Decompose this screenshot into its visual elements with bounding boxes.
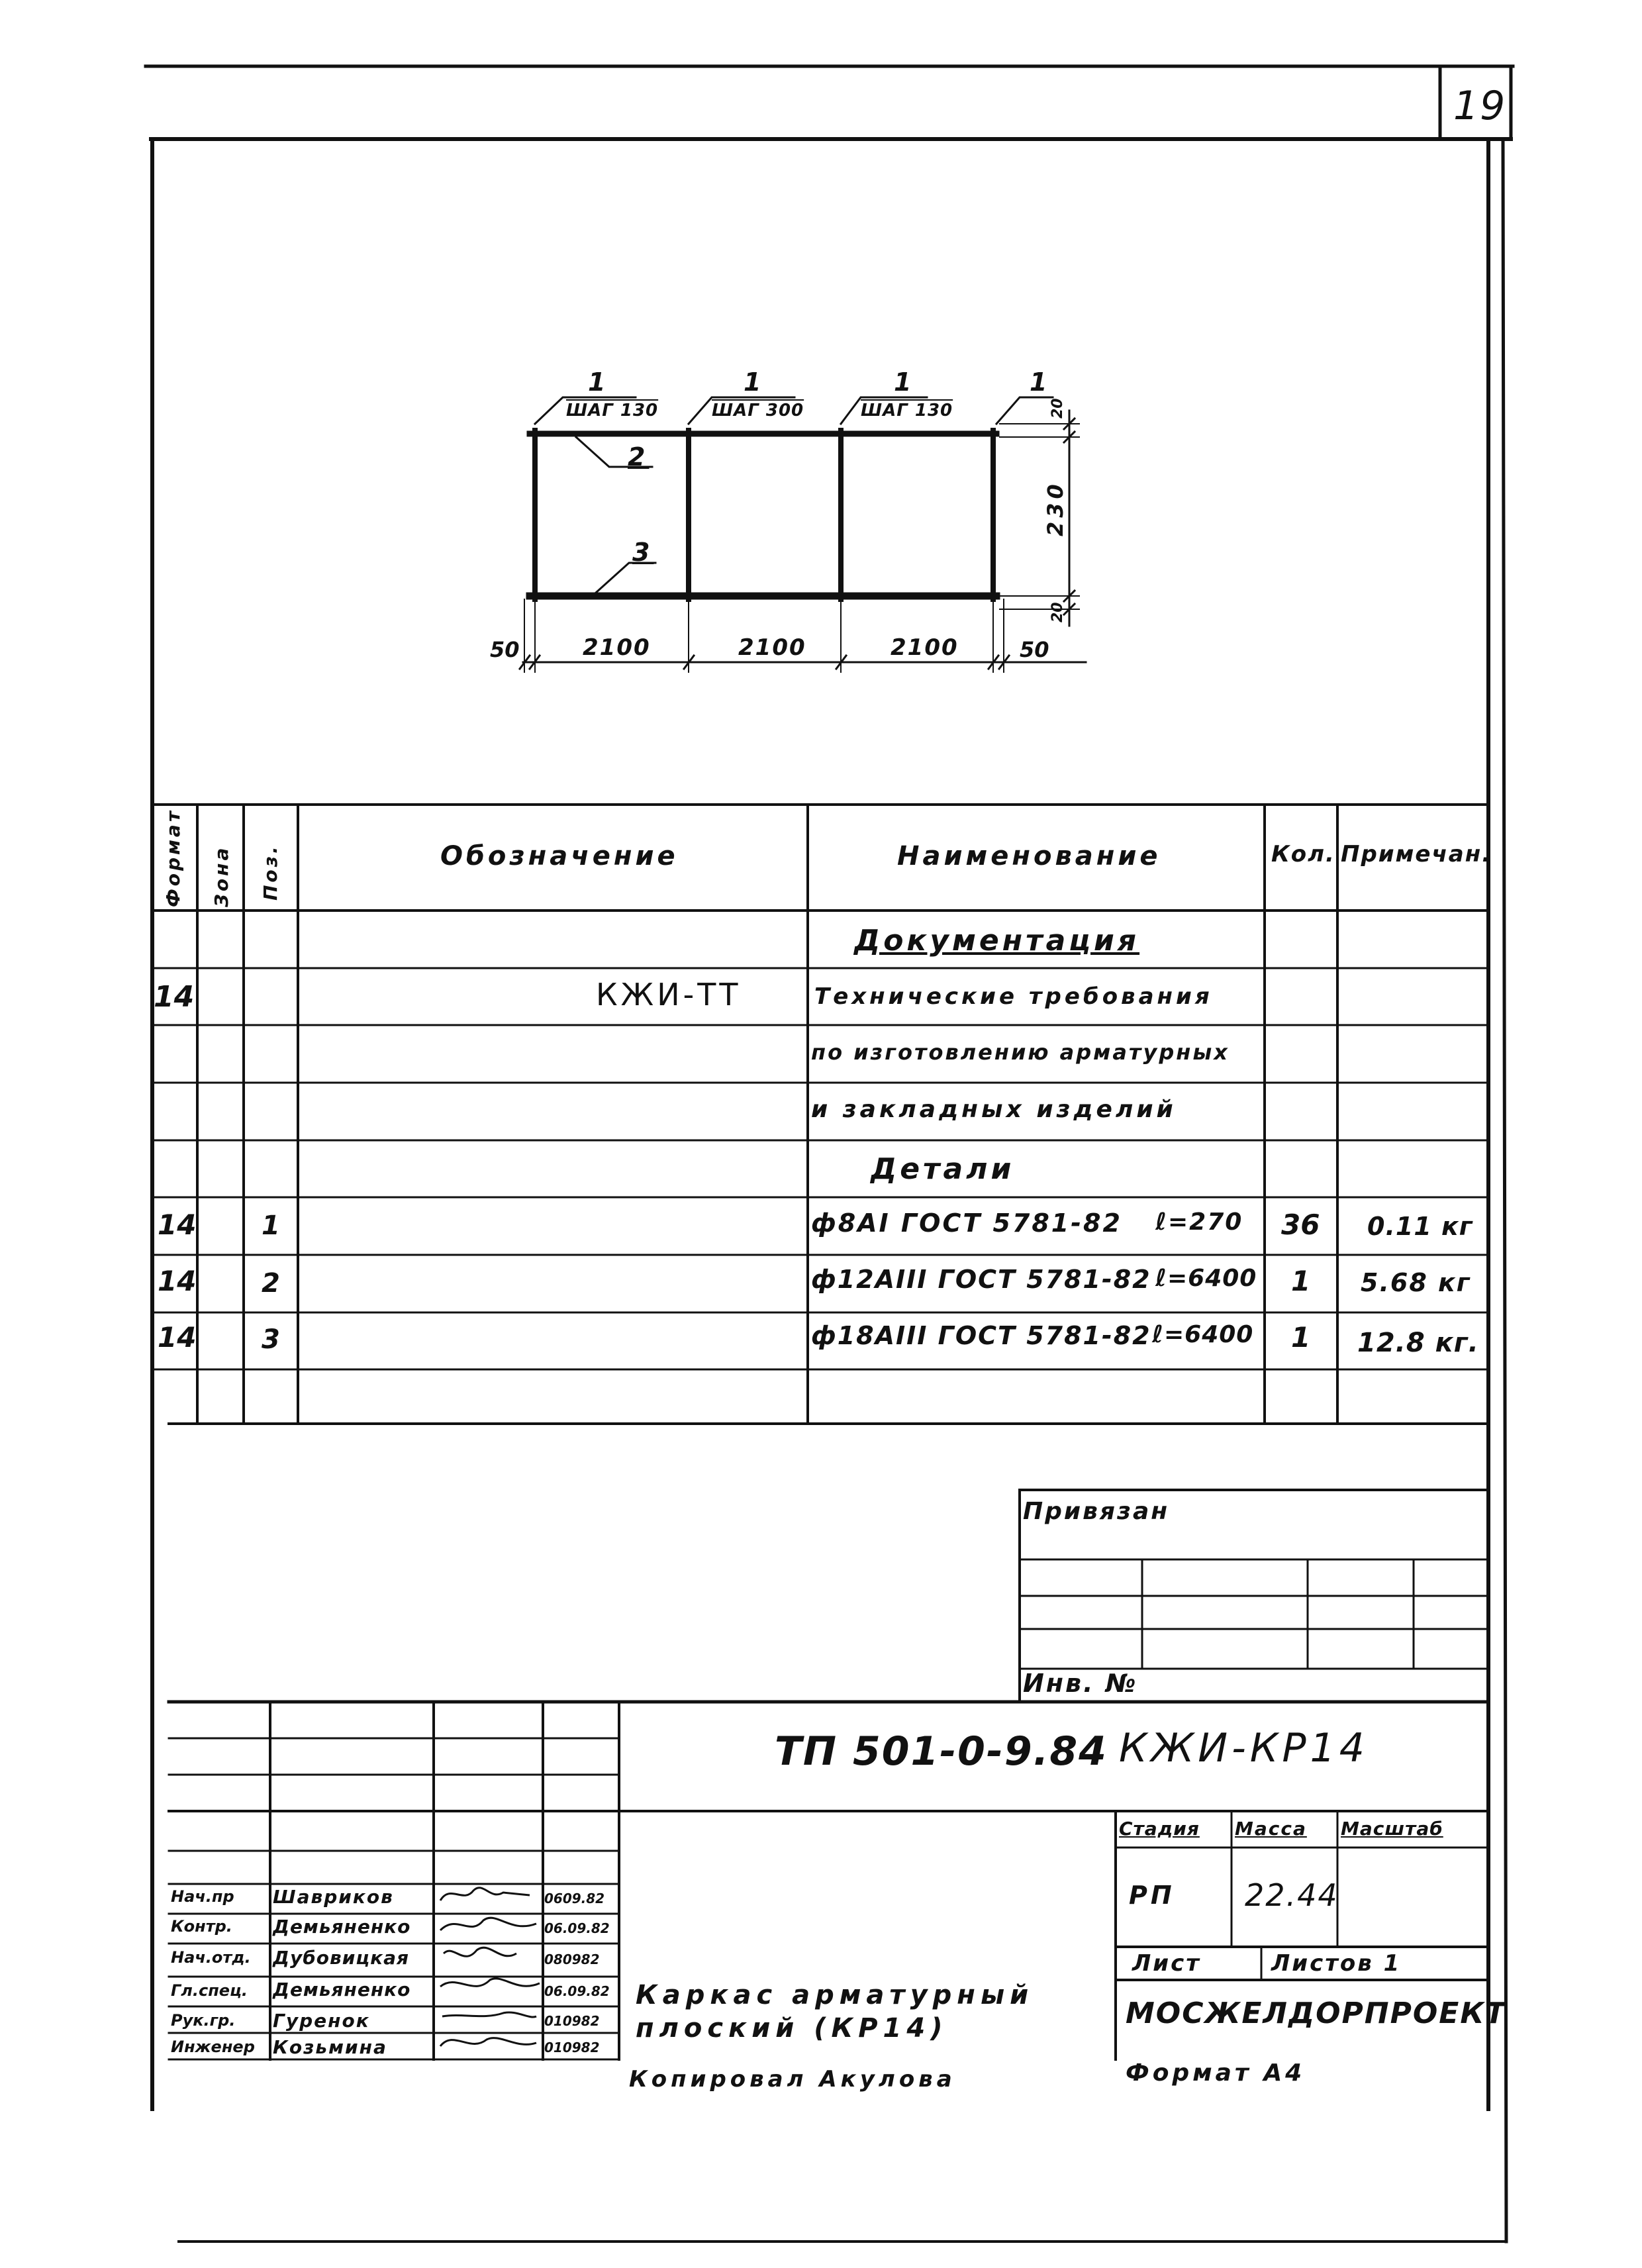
row-note: 0.11 кг — [1367, 1212, 1473, 1241]
signer-name: Козьмина — [273, 2036, 387, 2058]
signer-date: 010982 — [544, 2013, 600, 2029]
row-pos: 3 — [262, 1324, 283, 1355]
header-zone: Зона — [211, 845, 232, 907]
row-name: ф18АIII ГОСТ 5781-82 — [811, 1321, 1151, 1350]
header-format: Формат — [162, 808, 184, 907]
drawing-pos-label: 1 — [1030, 368, 1051, 397]
scale-label: Масштаб — [1341, 1818, 1443, 1840]
row-pos: 2 — [262, 1268, 283, 1299]
row-designation: КЖИ-ТТ — [596, 977, 742, 1012]
header-name: Наименование — [897, 841, 1161, 871]
drawing-title-line1: Каркас арматурный — [636, 1980, 1034, 2010]
signer-name: Демьяненко — [273, 1916, 411, 1938]
inventory-label: Инв. № — [1023, 1669, 1138, 1698]
step-label: ШАГ 300 — [712, 401, 804, 420]
span-dimension: 2100 — [891, 634, 959, 661]
row-name-title: Документация — [854, 924, 1140, 958]
signer-name: Шавриков — [273, 1886, 394, 1908]
mass-value: 22.44 — [1245, 1877, 1339, 1913]
stage-label: Стадия — [1119, 1818, 1200, 1840]
signer-name: Демьяненко — [273, 1979, 411, 2000]
row-note: 12.8 кг. — [1357, 1328, 1479, 1358]
span-dimension: 2100 — [583, 634, 651, 661]
row-qty: 1 — [1291, 1321, 1311, 1354]
organization-name: МОСЖЕЛДОРПРОЕКТ — [1126, 1997, 1507, 2030]
stage-value: РП — [1129, 1881, 1175, 1910]
copied-by: Копировал Акулова — [629, 2066, 956, 2093]
row-name: ф12АIII ГОСТ 5781-82 — [811, 1265, 1151, 1294]
row-length: ℓ=270 — [1155, 1208, 1243, 1236]
row-pos: 1 — [262, 1210, 283, 1241]
signer-role: Нач.пр — [171, 1887, 234, 1906]
row-length: ℓ=6400 — [1155, 1265, 1257, 1292]
header-pos: Поз. — [260, 844, 281, 901]
row-name: ф8АI ГОСТ 5781-82 — [811, 1208, 1122, 1238]
row-name: и закладных изделий — [811, 1096, 1177, 1123]
signer-role: Контр. — [171, 1917, 232, 1936]
signatures-drawing — [437, 1881, 543, 2059]
drawing-pos-label: 1 — [894, 368, 916, 397]
step-label: ШАГ 130 — [566, 401, 659, 420]
signer-date: 010982 — [544, 2040, 600, 2055]
small-dimension-top: 20 — [1049, 398, 1066, 419]
pos-label-3: 3 — [632, 538, 654, 567]
drawing-title-line2: плоский (КР14) — [636, 2013, 948, 2044]
row-name: по изготовлению арматурных — [811, 1040, 1230, 1065]
signer-role: Нач.отд. — [171, 1948, 251, 1967]
row-format: 14 — [158, 1321, 197, 1354]
span-dimension: 2100 — [738, 634, 806, 661]
row-name: Технические требования — [814, 983, 1213, 1010]
signer-date: 0609.82 — [544, 1891, 605, 1906]
format-label: Формат А4 — [1126, 2059, 1306, 2087]
header-qty: Кол. — [1271, 841, 1335, 867]
drawing-pos-label: 1 — [744, 368, 765, 397]
signer-date: 080982 — [544, 1951, 600, 1967]
project-code: ТП 501-0-9.84 — [775, 1728, 1108, 1775]
mass-label: Масса — [1235, 1818, 1307, 1840]
pos-label-2: 2 — [628, 442, 650, 471]
binding-title: Привязан — [1023, 1498, 1170, 1525]
row-note: 5.68 кг — [1361, 1268, 1471, 1297]
sheet-label: Лист — [1132, 1950, 1201, 1977]
height-dimension: 230 — [1043, 480, 1068, 536]
row-name-title: Детали — [871, 1152, 1015, 1186]
row-format: 14 — [154, 980, 195, 1014]
signer-date: 06.09.82 — [544, 1983, 610, 1999]
sheets-count-label: Листов 1 — [1271, 1950, 1402, 1977]
signer-role: Рук.гр. — [171, 2011, 236, 2030]
signer-name: Дубовицкая — [273, 1947, 409, 1969]
header-designation: Обозначение — [440, 841, 679, 871]
step-label: ШАГ 130 — [861, 401, 953, 420]
signer-name: Гуренок — [273, 2010, 370, 2032]
signer-role: Гл.спец. — [171, 1981, 248, 2000]
row-qty: 1 — [1291, 1265, 1311, 1297]
dimension-left: 50 — [490, 637, 520, 662]
drawing-pos-label: 1 — [588, 368, 610, 397]
small-dimension-bottom: 20 — [1049, 602, 1066, 622]
doc-code: КЖИ-КР14 — [1119, 1725, 1369, 1771]
row-format: 14 — [158, 1208, 197, 1241]
dimension-right: 50 — [1020, 637, 1049, 662]
header-note: Примечан. — [1341, 841, 1492, 867]
signer-date: 06.09.82 — [544, 1920, 610, 1936]
sheet-number: 19 — [1453, 83, 1507, 129]
signer-role: Инженер — [171, 2038, 255, 2056]
row-qty: 36 — [1281, 1208, 1320, 1241]
row-format: 14 — [158, 1265, 197, 1297]
row-length: ℓ=6400 — [1152, 1321, 1254, 1348]
